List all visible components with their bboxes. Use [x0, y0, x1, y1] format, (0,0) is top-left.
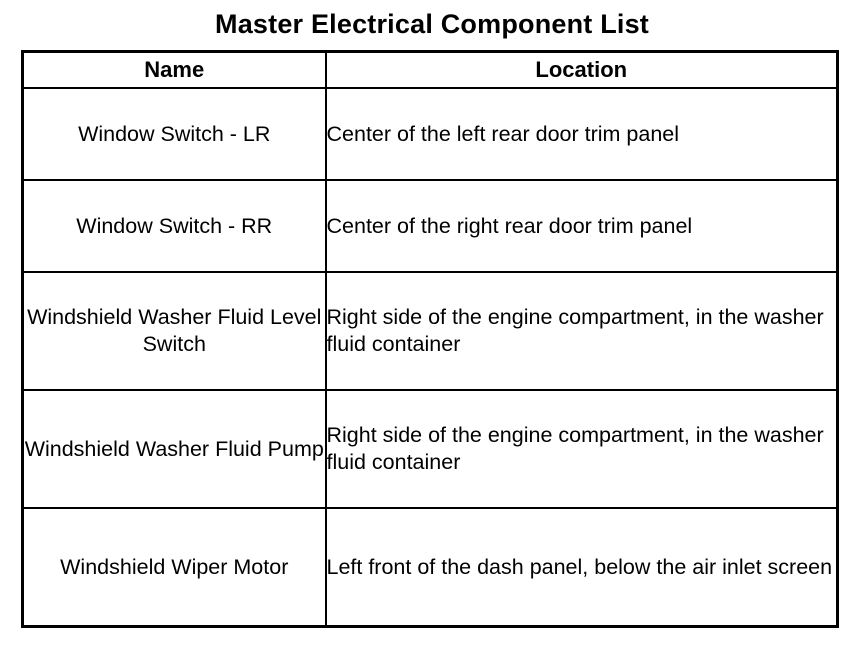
table-header-row [23, 52, 838, 89]
table-row [23, 272, 838, 390]
table-row [23, 390, 838, 508]
component-location-cell: Right side of the engine compartment, in the washer fluid container [326, 390, 838, 508]
table-row [23, 180, 838, 272]
table-row [23, 88, 838, 180]
component-location-cell: Center of the left rear door trim panel [326, 88, 838, 180]
component-location-cell: Left front of the dash panel, below the air inlet screen [326, 508, 838, 627]
component-name-cell: Windshield Washer Fluid Pump [23, 390, 326, 508]
component-name-cell: Window Switch - LR [23, 88, 326, 180]
component-table [21, 50, 839, 628]
component-location-cell: Center of the right rear door trim panel [326, 180, 838, 272]
component-location-cell: Right side of the engine compartment, in the washer fluid container [326, 272, 838, 390]
column-header-name: Name [23, 52, 326, 89]
column-header-location: Location [326, 52, 838, 89]
component-name-cell: Window Switch - RR [23, 180, 326, 272]
component-name-cell: Windshield Wiper Motor [23, 508, 326, 627]
document-title: Master Electrical Component List [215, 9, 649, 39]
table-row [23, 508, 838, 627]
component-name-cell: Windshield Washer Fluid Level Switch [23, 272, 326, 390]
